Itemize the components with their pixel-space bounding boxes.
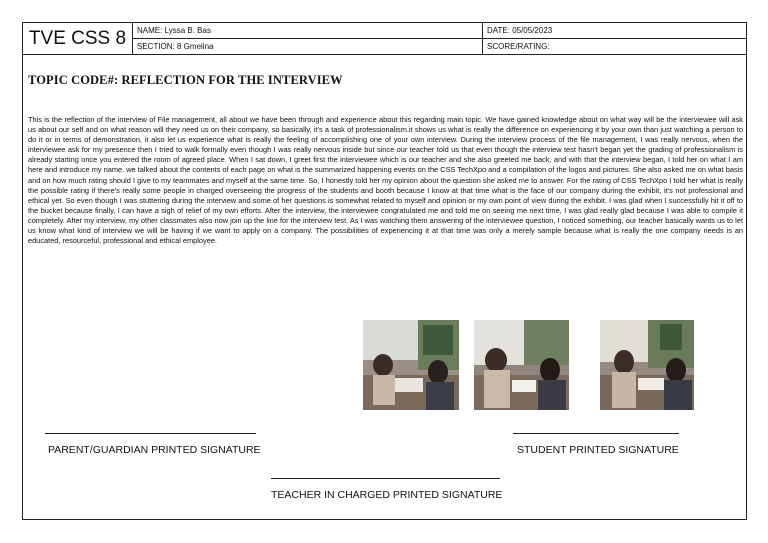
topic-heading: TOPIC CODE#: REFLECTION FOR THE INTERVIEW bbox=[28, 73, 343, 87]
header-table bbox=[23, 23, 746, 55]
reflection-paragraph: This is the reflection of the interview of File management, all about we have been through and experience about this regarding main topic. We have gained knowledge about on what way will be the interviewee will ask us about our self and on what reason will they need us on their company, so basically, it's a task of professionalism.it shows us what is really the difference on experiencing it by your own than just watching a person to do it or in terms of demonstration, it also let us experience what is really the feeling of accomplishing one of your own interview. During the interview process of the file management, I was really nervous, when the interviewee ask for my presence then I tried to walk formally even though I was really nervous inside but since our teacher told us that even though the interview test hasn't began yet the grading of professionalism is already starting once you entered the room of agreed place. When I sat down, I greet first the interviewee which is our teacher and she also greeted me back, and with that the interview began, I told her on what I am here and introduce my name. we talked about the contents of each page on what is the summarized happening events on the CSS TechXpo and a compilation of the logos and pictures. She also asked me on what basis and on how much rating should I give to my teammates and myself at the same time. So, I honestly told her my opinion about the question she asked me to answer. For the rating of CSS TechXpo I told her what is really the possible rating if there's really some people in charged overseeing the progress of the students and booth because I know at that time what is the face of our company during the exhibit, it's not professional and ethical yet. So even though I was stuttering during the interview and some of her questions is somewhat related to myself and opinion or my own point of view during the exhibit. I was glad when I successfully hit it off to the bucket because finally, I can have a sigh of relief of my own efforts. After the interview, the interviewee congratulated me and told me on seeing me next time, I was glad really glad because I was able to compile it completely. After my interview, my other classmates also now join up the line for the interview test. As I was watching them answering of the interviewee question, I noticed something, our teacher basically wants us to let us know what kind of interview we will be having if we want to apply on a company. The possibilities of experiencing it at that time was only a merely sample because what is really the one company needs is an educated, resourceful, professional and ethical employee. bbox=[28, 115, 743, 246]
score-field: SCORE/RATING: bbox=[487, 42, 550, 51]
date-field: DATE: 05/05/2023 bbox=[487, 26, 553, 35]
teacher-signature-line bbox=[271, 478, 500, 479]
interview-photo bbox=[600, 320, 694, 410]
name-field: NAME: Lyssa B. Bas bbox=[137, 26, 211, 35]
parent-signature-line bbox=[45, 433, 256, 434]
section-field: SECTION: 8 Gmelina bbox=[137, 42, 214, 51]
interview-photo bbox=[363, 320, 459, 410]
student-signature-label: STUDENT PRINTED SIGNATURE bbox=[517, 444, 679, 456]
worksheet bbox=[22, 22, 747, 520]
parent-signature-label: PARENT/GUARDIAN PRINTED SIGNATURE bbox=[48, 444, 261, 456]
interview-photo bbox=[474, 320, 569, 410]
student-signature-line bbox=[513, 433, 679, 434]
teacher-signature-label: TEACHER IN CHARGED PRINTED SIGNATURE bbox=[271, 489, 503, 501]
course-title: TVE CSS 8 bbox=[23, 23, 133, 54]
